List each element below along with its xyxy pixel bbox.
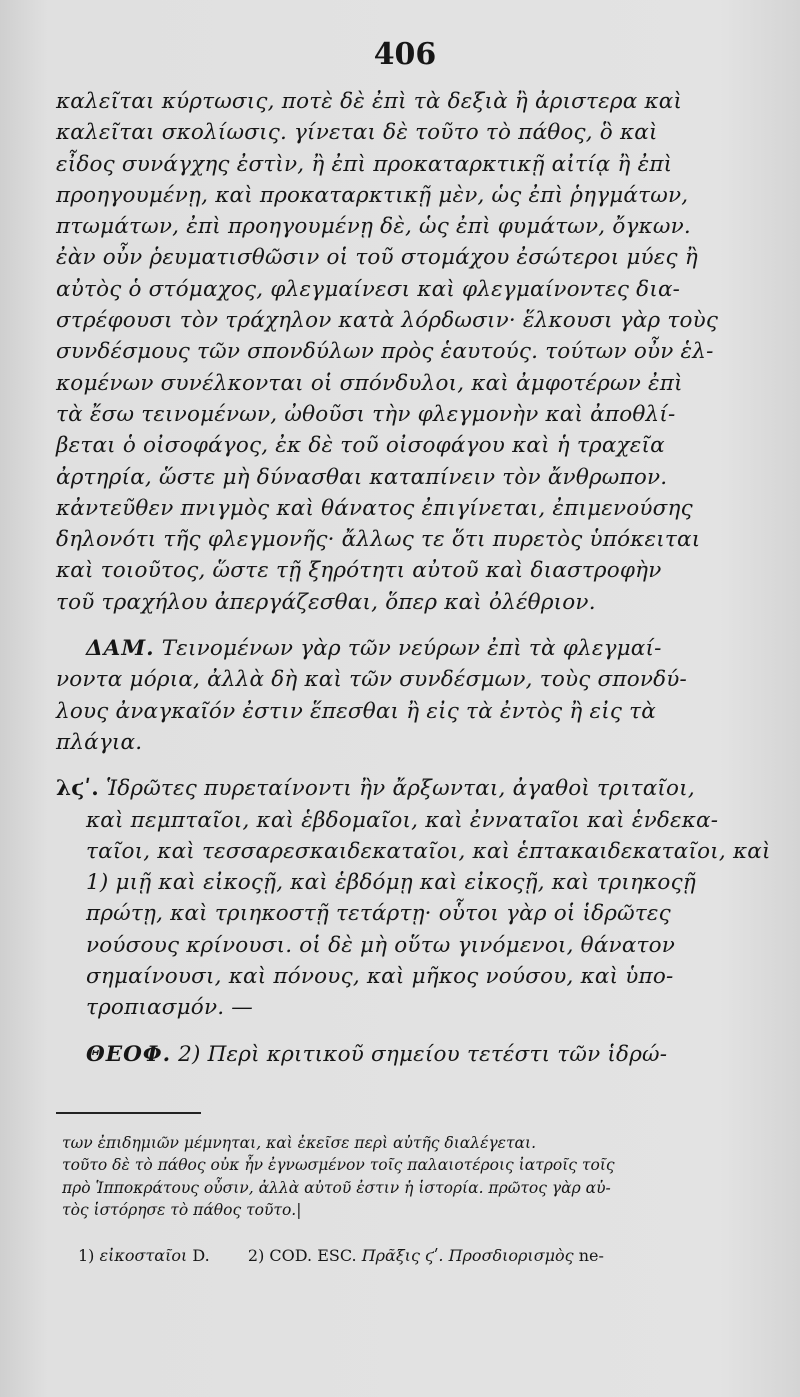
text-line: λους ἀναγκαῖόν ἐστιν ἕπεσθαι ἢ εἰς τὰ ἐντὸς ἢ εἰς τὰ xyxy=(56,698,656,724)
section-marker: λϛʹ. xyxy=(56,776,99,802)
text-line: κἀντεῦθεν πνιγμὸς καὶ θάνατος ἐπιγίνεται, ἐπιμενούσης xyxy=(56,495,693,521)
text-run: Ἱδρῶτες πυρεταίνοντι ἢν ἄρξωνται, ἀγαθοὶ τριταῖοι, xyxy=(106,776,695,802)
speaker-label-dam: ΔΑΜ. xyxy=(86,636,155,662)
text-line xyxy=(56,633,754,664)
text-run: Τεινομένων γὰρ τῶν νεύρων ἐπὶ τὰ φλεγμαί- xyxy=(161,636,662,662)
ref-continuation: ne- xyxy=(578,1245,604,1265)
page-number: 406 xyxy=(373,37,437,72)
paragraph-1 xyxy=(56,86,754,618)
text-line: νούσους κρίνουσι. οἱ δὲ μὴ οὕτω γινόμενοι, θάνατον xyxy=(86,932,676,958)
text-line: καὶ πεμπταῖοι, καὶ ἑβδομαῖοι, καὶ ἐνναταῖοι καὶ ἑνδεκα- xyxy=(86,807,719,833)
text-line: κομένων συνέλκονται οἱ σπόνδυλοι, καὶ ἀμφοτέρων ἐπὶ xyxy=(56,370,683,396)
text-line: ἐὰν οὖν ῥευματισθῶσιν οἱ τοῦ στομάχου ἐσώτεροι μύες ἢ xyxy=(56,245,698,271)
text-line: νοντα μόρια, ἀλλὰ δὴ καὶ τῶν συνδέσμων, τοὺς σπονδύ- xyxy=(56,667,688,693)
text-line: ἀρτηρία, ὥστε μὴ δύνασθαι καταπίνειν τὸν ἄνθρωπον. xyxy=(56,464,668,490)
text-line: τροπιασμόν. — xyxy=(86,995,253,1021)
footnote-line: τὸς ἱστόρησε τὸ πάθος τοῦτο.| xyxy=(62,1201,302,1220)
text-line: σημαίνουσι, καὶ πόνους, καὶ μῆκος νούσου, καὶ ὑπο- xyxy=(86,964,674,990)
text-line: στρέφουσι τὸν τράχηλον κατὰ λόρδωσιν· ἕλκουσι γὰρ τοὺς xyxy=(56,308,719,334)
footnote-divider xyxy=(56,1112,201,1114)
footnote-line: πρὸ Ἱπποκράτους οὖσιν, ἀλλὰ αὐτοῦ ἐστιν ἡ ἱστορία. πρῶτος γὰρ αὐ- xyxy=(62,1178,611,1197)
text-line: καὶ τοιοῦτος, ὥστε τῇ ξηρότητι αὐτοῦ καὶ διαστροφὴν xyxy=(56,558,662,584)
footnote-line: τοῦτο δὲ τὸ πάθος οὐκ ἦν ἐγνωσμένον τοῖς παλαιοτέροις ἰατροῖς τοῖς xyxy=(62,1156,615,1175)
text-line: καλεῖται σκολίωσις. γίνεται δὲ τοῦτο τὸ πάθος, ὃ καὶ xyxy=(56,120,658,146)
text-line: βεται ὁ οἰσοφάγος, ἐκ δὲ τοῦ οἰσοφάγου καὶ ἡ τραχεῖα xyxy=(56,433,665,459)
paragraph-2 xyxy=(56,633,754,758)
text-line xyxy=(56,1039,754,1070)
text-line: πτωμάτων, ἐπὶ προηγουμένῃ δὲ, ὡς ἐπὶ φυμάτων, ὄγκων. xyxy=(56,214,691,240)
text-line: 1) μιῇ καὶ εἰκοςῇ, καὶ ἑβδόμῃ καὶ εἰκοςῇ, καὶ τριηκοςῇ xyxy=(86,870,696,896)
ref-source: COD. ESC. xyxy=(269,1245,357,1265)
text-line: πρώτῃ, καὶ τριηκοστῇ τετάρτῃ· οὗτοι γὰρ οἱ ἱδρῶτες xyxy=(86,901,671,927)
critical-apparatus xyxy=(56,1244,754,1268)
text-line: εἶδος συνάγχης ἐστὶν, ἢ ἐπὶ προκαταρκτικῇ αἰτίᾳ ἢ ἐπὶ xyxy=(56,151,673,177)
text-line: τοῦ τραχήλου ἀπεργάζεσθαι, ὅπερ καὶ ὀλέθριον. xyxy=(56,589,596,615)
text-line: πλάγια. xyxy=(56,729,143,755)
text-line: αὐτὸς ὁ στόμαχος, φλεγμαίνεσι καὶ φλεγμαίνοντες δια- xyxy=(56,276,681,302)
ref-variant: εἰκοσταῖοι xyxy=(99,1245,188,1265)
paragraph-3 xyxy=(56,773,771,1023)
ref-number: 1) xyxy=(78,1245,95,1265)
text-line: δηλονότι τῆς φλεγμονῆς· ἄλλως τε ὅτι πυρετὸς ὑπόκειται xyxy=(56,527,701,553)
paragraph-4 xyxy=(56,1039,754,1070)
text-line: συνδέσμους τῶν σπονδύλων πρὸς ἑαυτούς. τούτων οὖν ἑλ- xyxy=(56,339,714,365)
speaker-label-theoph: ΘΕΟΦ. xyxy=(86,1041,172,1067)
ref-source: D. xyxy=(192,1245,210,1265)
text-line: προηγουμένῃ, καὶ προκαταρκτικῇ μὲν, ὡς ἐπὶ ῥηγμάτων, xyxy=(56,182,689,208)
text-line xyxy=(56,773,754,804)
footnote xyxy=(56,1132,754,1222)
main-text xyxy=(56,86,771,1070)
text-line: ταῖοι, καὶ τεσσαρεσκαιδεκαταῖοι, καὶ ἑπτακαιδεκαταῖοι, καὶ xyxy=(86,838,771,864)
text-line: τὰ ἔσω τεινομένων, ὠθοῦσι τὴν φλεγμονὴν καὶ ἀποθλί- xyxy=(56,401,676,427)
footnote-line: των ἐπιδημιῶν μέμνηται, καὶ ἐκεῖσε περὶ αὐτῆς διαλέγεται. xyxy=(62,1133,537,1152)
text-run: 2) Περὶ κριτικοῦ σημείου τετέστι τῶν ἱδρώ- xyxy=(178,1041,668,1067)
text-line: καλεῖται κύρτωσις, ποτὲ δὲ ἐπὶ τὰ δεξιὰ ἢ ἀριστερα καὶ xyxy=(56,89,683,114)
ref-variant: Πρᾶξις ϛʹ. Προσδιορισμὸς xyxy=(361,1245,574,1265)
ref-number: 2) xyxy=(247,1245,265,1265)
